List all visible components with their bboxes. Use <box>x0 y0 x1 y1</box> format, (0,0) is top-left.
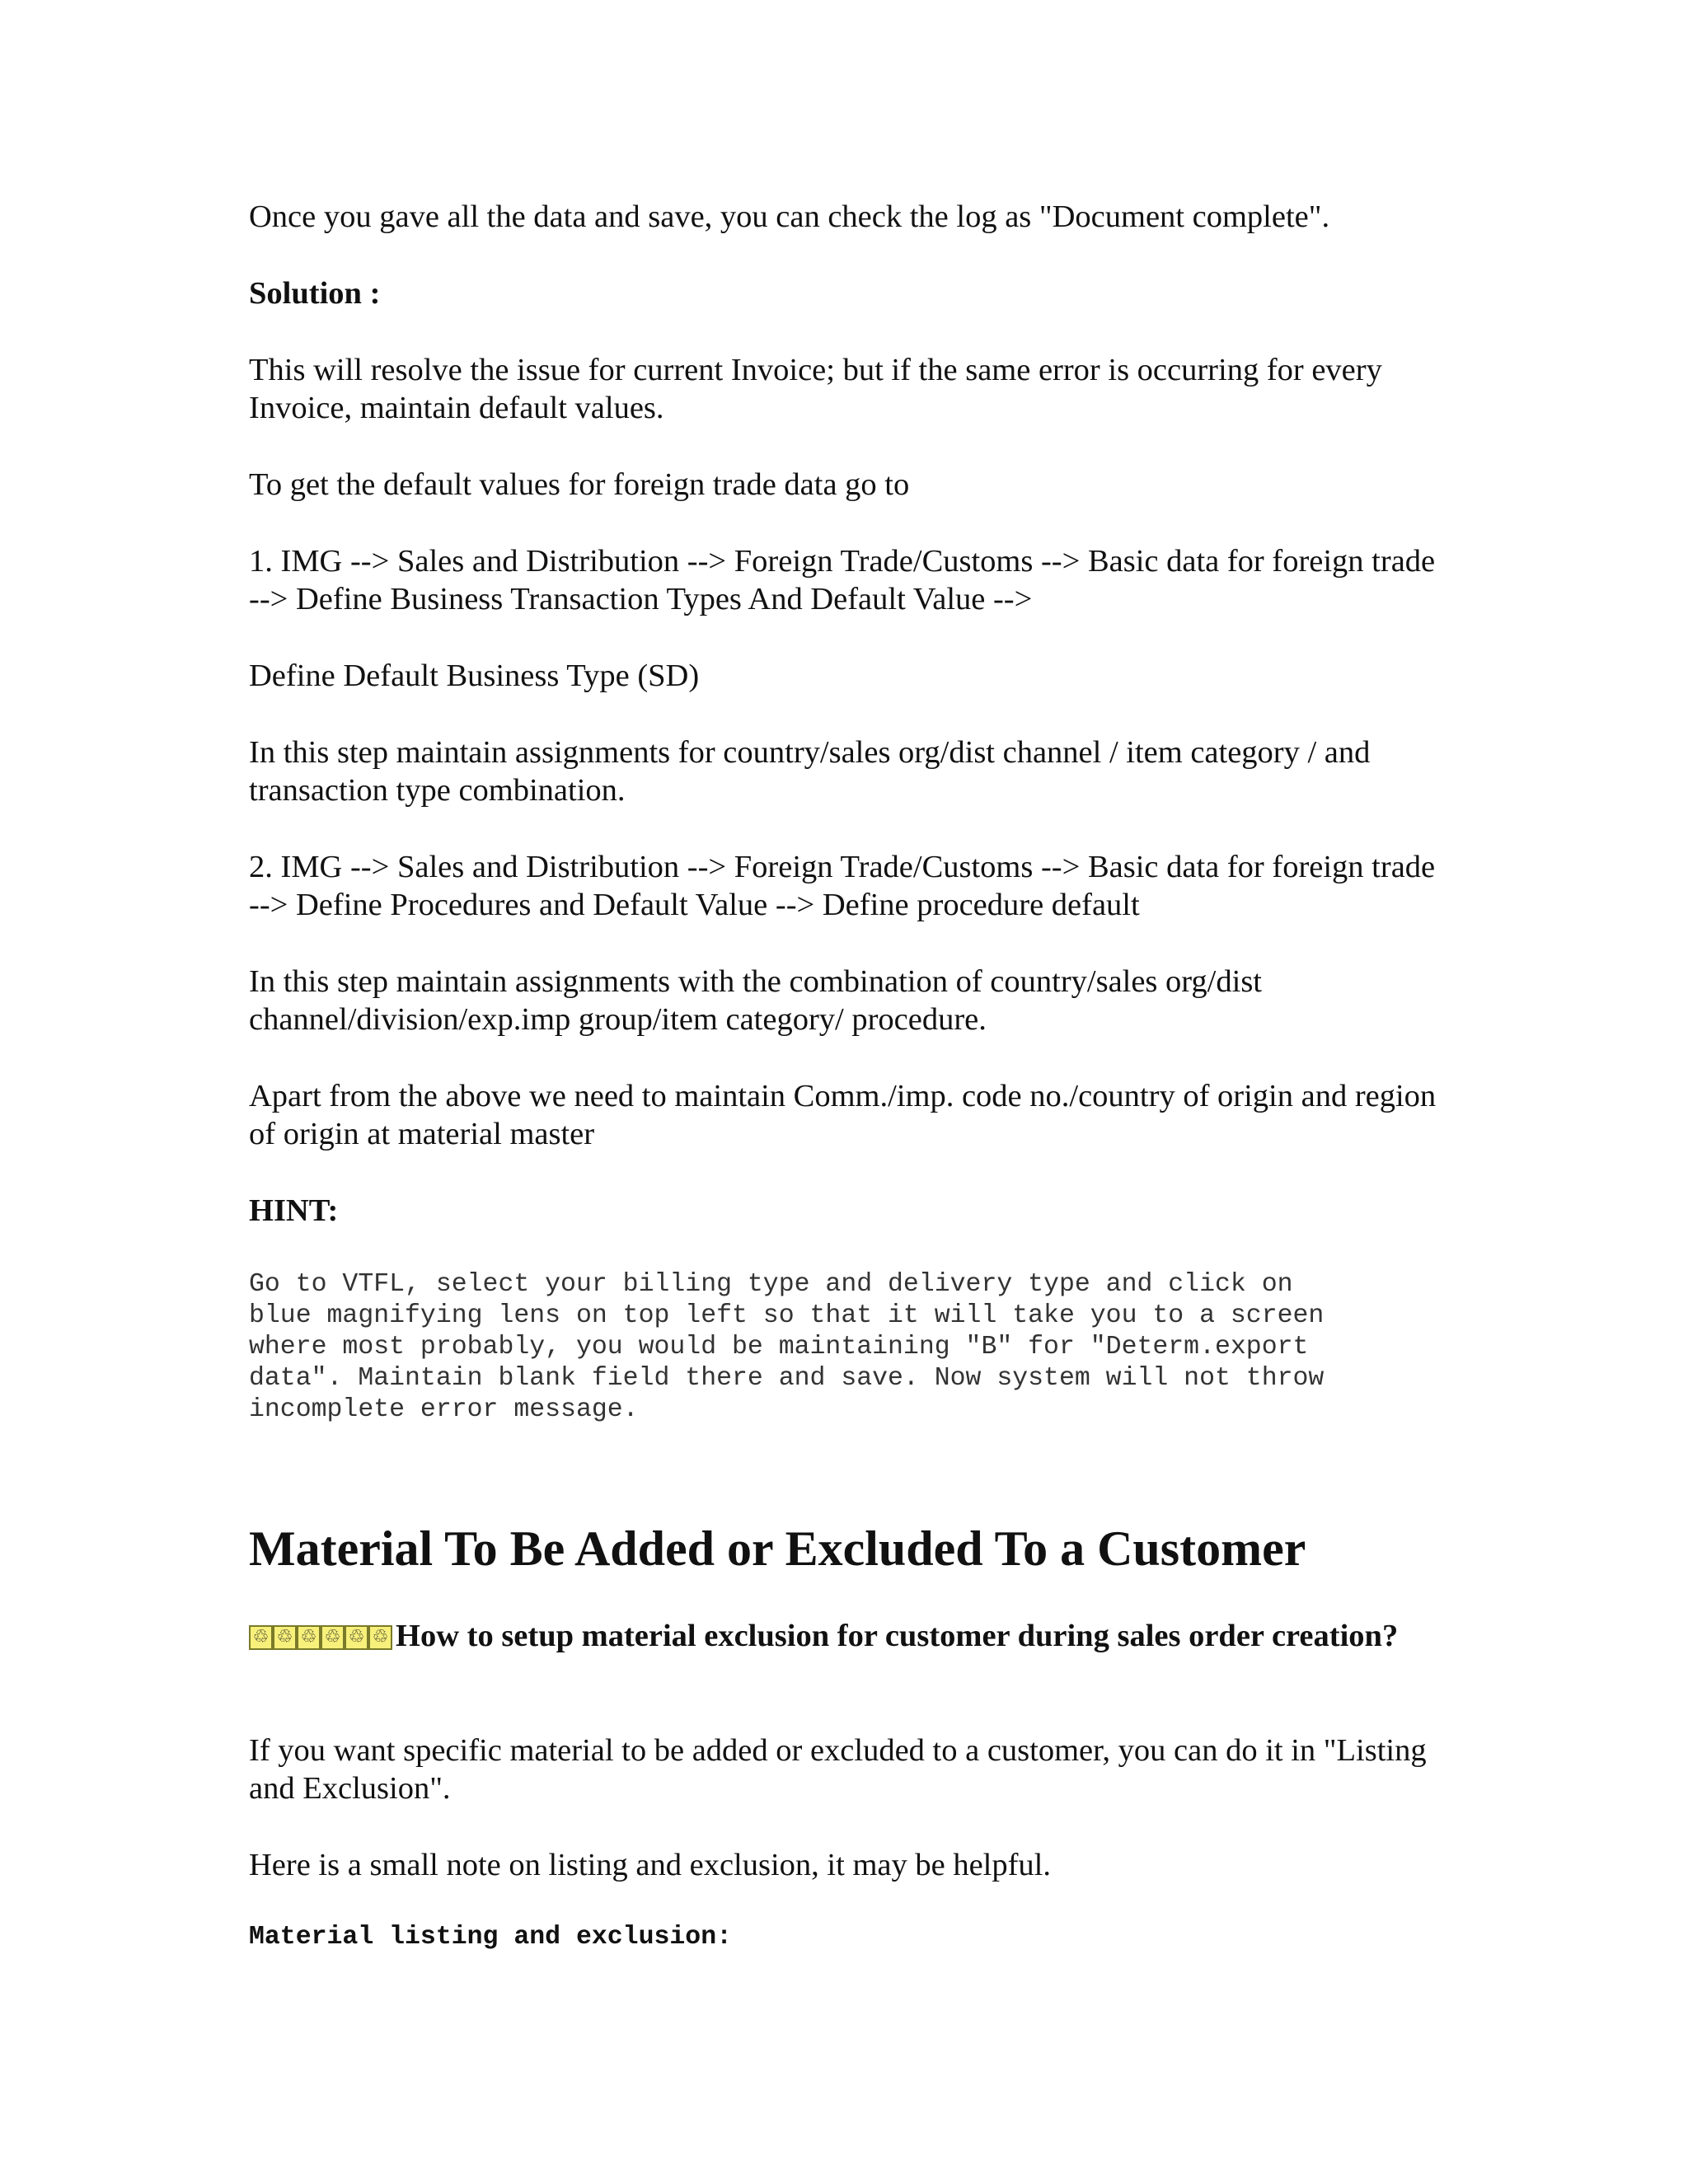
rating-icon: ♲ <box>321 1625 345 1650</box>
section-title: Material To Be Added or Excluded To a Customer <box>249 1521 1306 1576</box>
paragraph-listing-exclusion: If you want specific material to be added or excluded to a customer, you can do it in "Listing and Exclusion". <box>249 1733 1427 1806</box>
hint-code-block: Go to VTFL, select your billing type and delivery type and click on blue magnifying lens on top left so that it will take you to a screen where most probably, you would be maintaining "B" for "Determ.export data". Maintain blank field there and save. Now system will not throw incomplete error message. <box>249 1270 1325 1424</box>
step-two-note: In this step maintain assignments with the combination of country/sales org/dist channel/division/exp.imp group/item category/ procedure. <box>249 964 1262 1037</box>
step-one-path: 1. IMG --> Sales and Distribution --> Foreign Trade/Customs --> Basic data for foreign trade --> Define Business Transaction Types And Default Value --> <box>249 544 1436 616</box>
rating-icons <box>249 1625 392 1650</box>
rating-icon: ♲ <box>249 1625 273 1650</box>
solution-heading: Solution : <box>249 276 381 311</box>
paragraph-log-check: Once you gave all the data and save, you can check the log as "Document complete". <box>249 199 1330 234</box>
step-two-path: 2. IMG --> Sales and Distribution --> Foreign Trade/Customs --> Basic data for foreign trade --> Define Procedures and Default Value --> Define procedure default <box>249 850 1436 922</box>
question-text: How to setup material exclusion for customer during sales order creation? <box>396 1619 1399 1653</box>
paragraph-small-note: Here is a small note on listing and exclusion, it may be helpful. <box>249 1848 1051 1882</box>
rating-icon: ♲ <box>345 1625 368 1650</box>
paragraph-material-master: Apart from the above we need to maintain Comm./imp. code no./country of origin and region of origin at material master <box>249 1079 1437 1151</box>
rating-icon: ♲ <box>368 1625 392 1650</box>
rating-icon: ♲ <box>273 1625 297 1650</box>
paragraph-solution: This will resolve the issue for current Invoice; but if the same error is occurring for every Invoice, maintain default values. <box>249 353 1382 425</box>
rating-icon: ♲ <box>297 1625 321 1650</box>
hint-heading: HINT: <box>249 1193 339 1228</box>
step-one-subpath: Define Default Business Type (SD) <box>249 658 700 693</box>
question-heading <box>249 1617 1452 1655</box>
step-one-note: In this step maintain assignments for country/sales org/dist channel / item category / and transaction type combination. <box>249 735 1371 808</box>
paragraph-default-values: To get the default values for foreign trade data go to <box>249 467 910 502</box>
code-heading: Material listing and exclusion: <box>249 1923 732 1952</box>
